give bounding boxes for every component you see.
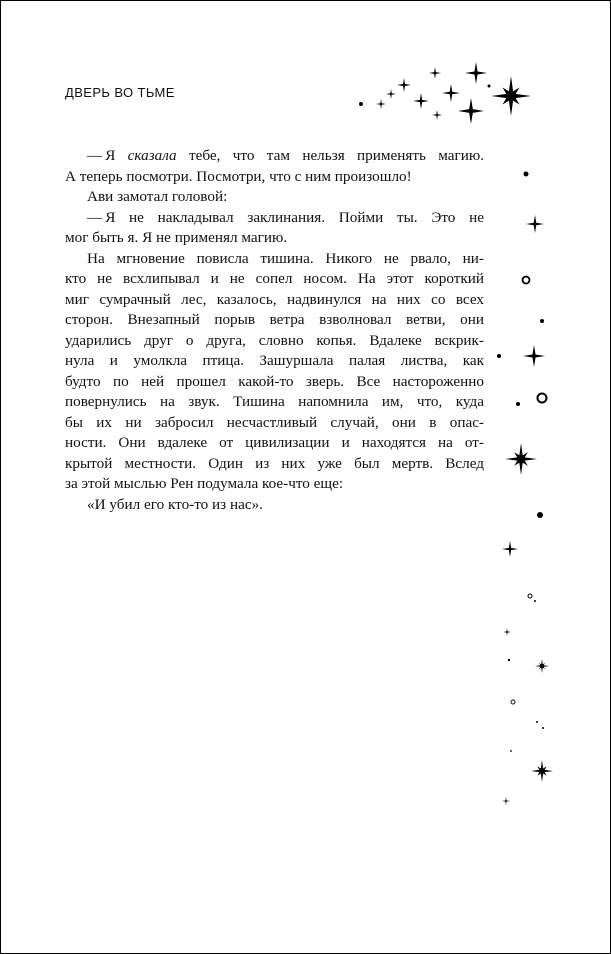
star-icon — [429, 67, 441, 79]
text-line: «И убил его кто-то из нас». — [87, 495, 263, 513]
star-icon — [376, 99, 386, 109]
star-icon — [432, 110, 442, 120]
star-icon — [505, 443, 537, 475]
star-icon — [535, 659, 549, 673]
text-line: повернулись на звук. Тишина напомнила им, что, куда — [65, 393, 484, 410]
text-line: будто по ней прошел какой-то зверь. Все настороженно — [65, 372, 484, 390]
dot-icon — [542, 727, 544, 729]
dot-icon — [508, 659, 510, 661]
text-line: — Я не накладывал заклинания. Пойми ты. Это не — [87, 208, 484, 226]
dot-icon — [359, 102, 363, 106]
dot-icon — [488, 85, 491, 88]
star-icon — [458, 98, 484, 124]
text-line: ударились друг о друга, словно копья. Вдалеке вскрик- — [65, 331, 484, 349]
ring-icon — [523, 277, 530, 284]
text-line: А теперь посмотри. Посмотри, что с ним произошло! — [65, 167, 412, 185]
star-icon — [503, 628, 511, 636]
star-icon — [465, 62, 487, 84]
dot-icon — [537, 512, 543, 518]
text-line: На мгновение повисла тишина. Никого не рвало, ни- — [87, 249, 484, 267]
star-icon — [526, 215, 544, 233]
star-icon — [502, 797, 510, 805]
dot-icon — [497, 354, 501, 358]
text-line: сторон. Внезапный порыв ветра взволновал ветви, они — [65, 311, 484, 328]
star-icon — [491, 76, 531, 116]
text-line: Ави замотал головой: — [87, 188, 228, 205]
dot-icon — [516, 402, 520, 406]
ring-icon — [538, 394, 547, 403]
text-line: — Я сказала тебе, что там нельзя применять магию. — [87, 147, 484, 164]
star-icon — [523, 345, 545, 367]
text-line: мог быть я. Я не применял магию. — [65, 229, 288, 246]
text-line: бы их ни забросил несчастливый случай, они в опас- — [65, 413, 484, 431]
dot-icon — [534, 600, 536, 602]
text-line: кто не всхлипывал и не сопел носом. На этот короткий — [65, 270, 484, 287]
dot-icon — [536, 721, 538, 723]
star-icon — [413, 93, 429, 109]
text-line: ности. Они вдалеке от цивилизации и находятся на от- — [65, 434, 484, 451]
ring-icon — [511, 700, 515, 704]
ring-icon — [528, 594, 532, 598]
dot-icon — [540, 319, 544, 323]
star-icon — [397, 78, 411, 92]
crescent-moon-icon — [521, 63, 552, 125]
text-line: за этой мыслью Рен подумала кое-что еще: — [65, 475, 344, 492]
text-line: крытой местности. Один из них уже был мертв. Вслед — [65, 454, 484, 472]
star-icon — [502, 541, 518, 557]
star-icon — [442, 84, 460, 102]
running-header: ДВЕРЬ ВО ТЬМЕ — [65, 85, 175, 100]
star-icon — [531, 760, 553, 782]
text-line: миг сумрачный лес, казалось, надвинулся на них со всех — [65, 290, 484, 308]
star-icon — [386, 89, 396, 99]
text-line: нула и умолкла птица. Зашуршала палая листва, как — [65, 352, 484, 369]
body-text — [65, 146, 484, 515]
dot-icon — [510, 750, 512, 752]
dot-icon — [524, 172, 529, 177]
